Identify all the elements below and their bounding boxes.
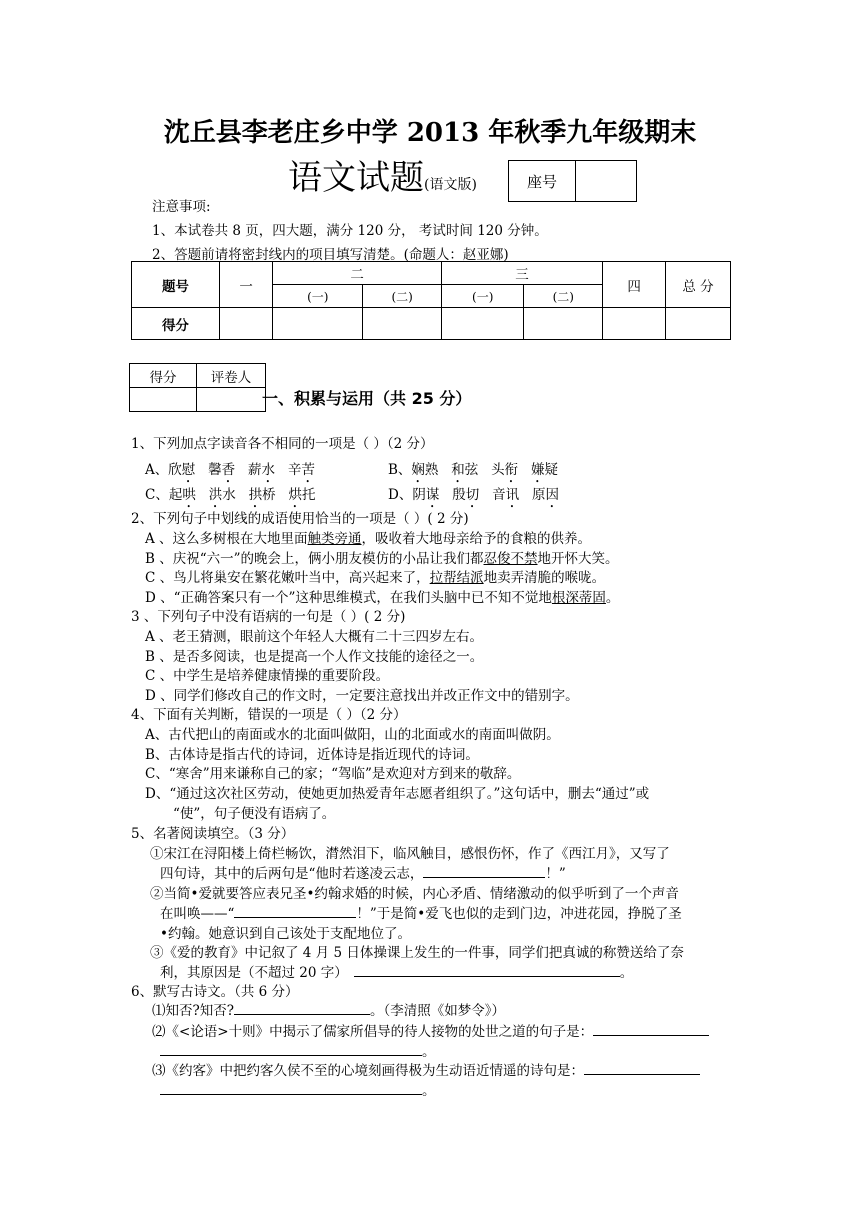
text: 辛: [275, 462, 302, 478]
q6-item2-line1: [152, 1020, 709, 1040]
text: 地开怀大笑。: [537, 551, 619, 567]
q3-option-d: D 、同学们修改自己的作文时，一定要注意找出并改正作文中的错别字。: [145, 688, 579, 704]
text: ！”于是简•爱飞也似的走到门边，冲进花园，挣脱了圣: [356, 906, 682, 922]
q4-option-d-line1: D、“通过这次社区劳动，使她更加热爱青年志愿者组织了。”这句话中，删去“通过”或: [145, 786, 650, 802]
q3-stem: 3 、下列句子中没有语病的一句是（ ）( 2 分): [131, 609, 406, 625]
text: ！”: [545, 866, 566, 882]
dotted-char: 谋: [425, 487, 440, 503]
dotted-char: 烘: [288, 487, 302, 503]
text: ⑵《<论语>十则》中揭示了儒家所倡导的待人接物的处世之道的句子是：: [152, 1024, 594, 1040]
dotted-char: 洪: [208, 487, 223, 503]
text: C、起: [145, 487, 183, 503]
answer-blank[interactable]: [160, 1082, 422, 1095]
header-part-two: 二: [273, 262, 442, 285]
text: 。: [422, 1083, 436, 1099]
text: [196, 487, 209, 503]
q5-stem: 5、名著阅读填空。（3 分）: [131, 826, 295, 842]
header-sub-2-2: (二): [363, 285, 442, 308]
underlined-idiom: 忍俊不禁: [483, 551, 538, 567]
answer-blank[interactable]: [234, 1002, 370, 1015]
text: 熟: [424, 462, 452, 478]
header-part-four: 四: [603, 262, 666, 308]
q5-item2-line3: •约翰。她意识到自己该处于支配地位了。: [160, 926, 411, 942]
q5-item2-line1: ②当简•爱就要答应表兄圣•约翰求婚的时候，内心矛盾、情绪激动的似乎听到了一个声音: [150, 886, 679, 902]
dotted-char: 娴: [411, 462, 425, 478]
score-cell[interactable]: [666, 308, 731, 340]
dotted-char: 因: [545, 487, 559, 503]
grader-score-label: 得分: [130, 364, 197, 388]
dotted-char: 苦: [301, 462, 315, 478]
underlined-idiom: 根深蒂固: [551, 590, 606, 606]
edition-label: (语文版): [424, 177, 477, 193]
text: 。（李清照《如梦令》）: [369, 1003, 505, 1019]
text: C 、鸟儿将巢安在繁花嫩叶当中，高兴起来了，: [145, 570, 430, 586]
q6-item1: [152, 999, 505, 1019]
text: 音: [479, 487, 506, 503]
section-heading: 一、积累与运用（共 25 分）: [262, 389, 472, 408]
header-sub-2-1: (一): [273, 285, 363, 308]
q5-item3-line2: [160, 961, 633, 981]
text: 。: [619, 965, 634, 981]
header-part-one: 一: [219, 262, 272, 308]
q5-item3-line1: ③《爱的教育》中记叙了 4 月 5 日体操课上发生的一件事，同学们把真诚的称赞送给了奈: [150, 945, 684, 961]
q6-stem: 6、默写古诗文。（共 6 分）: [131, 984, 299, 1000]
grader-name-label: 评卷人: [197, 364, 266, 388]
q2-stem: 2、下列句子中划线的成语使用恰当的一项是（ ）( 2 分): [131, 511, 469, 527]
seat-number-box: [508, 160, 637, 202]
text: 四句诗，其中的后两句是“他时若遂凌云志，: [160, 866, 424, 882]
q4-option-b: B、古体诗是指古代的诗词，近体诗是指近现代的诗词。: [145, 747, 479, 763]
text: 。: [422, 1044, 436, 1060]
q1-option-b: [388, 458, 558, 486]
q3-option-a: A 、老王猜测，眼前这个年轻人大概有二十三四岁左右。: [145, 629, 484, 645]
text: 殷: [439, 487, 466, 503]
q5-item1-line2: [160, 862, 566, 882]
text: ⑶《约客》中把约客久侯不至的心境刻画得极为生动语近情遥的诗句是：: [152, 1063, 584, 1079]
q2-option-a: [145, 527, 591, 547]
header-part-three: 三: [442, 262, 603, 285]
answer-blank[interactable]: [584, 1062, 700, 1075]
q2-option-b: [145, 547, 619, 567]
q6-item3-line1: [152, 1059, 700, 1079]
dotted-char: 哄: [182, 487, 196, 503]
score-cell[interactable]: [219, 308, 272, 340]
q2-option-c: [145, 566, 605, 586]
q3-option-c: C 、中学生是培养健康情操的重要阶段。: [145, 668, 390, 684]
q4-stem: 4、下面有关判断，错误的一项是（ ）（2 分）: [131, 707, 407, 723]
text: 馨: [195, 462, 222, 478]
grader-name-cell[interactable]: [197, 388, 266, 412]
notice-heading: 注意事项:: [152, 199, 211, 215]
exam-title: 沈丘县李老庄乡中学 2013 年秋季九年级期末: [163, 118, 697, 148]
score-cell[interactable]: [273, 308, 363, 340]
score-cell[interactable]: [603, 308, 666, 340]
header-question-no: 题号: [132, 262, 220, 308]
text: 水: [222, 487, 249, 503]
q1-option-a: [145, 458, 315, 486]
q1-stem: 1、下列加点字读音各不相同的一项是（ ）（2 分）: [131, 436, 434, 452]
text: 桥: [262, 487, 289, 503]
q3-option-b: B 、是否多阅读，也是提高一个人作文技能的途径之一。: [145, 649, 484, 665]
answer-blank[interactable]: [160, 1043, 422, 1056]
dotted-char: 水: [261, 462, 275, 478]
q6-item2-line2: [160, 1040, 436, 1060]
text: ⑴知否?知否?: [152, 1003, 234, 1019]
header-total: 总 分: [666, 262, 731, 308]
text: [518, 462, 531, 478]
notice-item-2: 2、答题前请将密封线内的项目填写清楚。(命题人：赵亚娜): [152, 247, 509, 263]
q4-option-c: C、“寒舍”用来谦称自己的家；“驾临”是欢迎对方到来的敬辞。: [145, 766, 521, 782]
grader-table: [129, 363, 266, 412]
text: ，吸收着大地母亲给予的食粮的供养。: [361, 531, 592, 547]
answer-blank[interactable]: [593, 1023, 709, 1036]
notice-item-1: 1、本试卷共 8 页，四大题，满分 120 分， 考试时间 120 分钟。: [152, 223, 548, 239]
dotted-char: 切: [465, 487, 480, 503]
q5-item2-line2: [160, 902, 682, 922]
text: B 、庆祝“六一”的晚会上，俩小朋友模仿的小品让我们都: [145, 551, 484, 567]
header-sub-3-1: (一): [442, 285, 524, 308]
dotted-char: 嫌: [531, 462, 545, 478]
q4-option-a: A、古代把山的南面或水的北面叫做阳，山的北面或水的南面叫做阴。: [145, 727, 560, 743]
grader-score-cell[interactable]: [130, 388, 197, 412]
text: 疑: [544, 462, 559, 478]
subtitle-text: 语文试题: [288, 158, 424, 198]
text: 利，其原因是（不超过 20 字）: [160, 965, 348, 981]
text: 弦 头: [464, 462, 505, 478]
underlined-idiom: 拉帮结派: [429, 570, 484, 586]
dotted-char: 衔: [504, 462, 519, 478]
dotted-char: 拱: [248, 487, 263, 503]
seat-value-cell[interactable]: [576, 161, 637, 202]
score-table: [131, 261, 731, 340]
q6-item3-line2: [160, 1079, 436, 1099]
text: B、: [388, 462, 412, 478]
dotted-char: 和: [451, 462, 465, 478]
exam-subtitle: [288, 150, 477, 199]
row-score-label: 得分: [132, 308, 220, 340]
answer-blank[interactable]: [234, 905, 356, 918]
text: 托: [301, 487, 316, 503]
text: D 、“正确答案只有一个”这种思维模式，在我们头脑中已不知不觉地: [145, 590, 552, 606]
score-cell[interactable]: [524, 308, 603, 340]
dotted-char: 讯: [505, 487, 520, 503]
dotted-char: 慰: [181, 462, 196, 478]
text: 地卖弄清脆的喉咙。: [483, 570, 606, 586]
text: 原: [519, 487, 546, 503]
text: 薪: [235, 462, 262, 478]
text: D、阴: [388, 487, 426, 503]
underlined-idiom: 触类旁通: [307, 531, 362, 547]
dotted-char: 香: [221, 462, 236, 478]
seat-label: 座号: [509, 161, 576, 202]
q5-item1-line1: ①宋江在浔阳楼上倚栏畅饮，潸然泪下，临风触目，感恨伤怀，作了《西江月》，又写了: [150, 846, 670, 862]
answer-blank[interactable]: [354, 964, 620, 977]
score-cell[interactable]: [363, 308, 442, 340]
header-sub-3-2: (二): [524, 285, 603, 308]
text: A、欣: [145, 462, 182, 478]
q4-option-d-line2: “使”，句子便没有语病了。: [173, 806, 336, 822]
text: A 、这么多树根在大地里面: [145, 531, 308, 547]
text: 。: [605, 590, 620, 606]
answer-blank[interactable]: [423, 865, 545, 878]
text: 在叫唤——“: [160, 906, 235, 922]
score-cell[interactable]: [442, 308, 524, 340]
q2-option-d: [145, 586, 619, 606]
